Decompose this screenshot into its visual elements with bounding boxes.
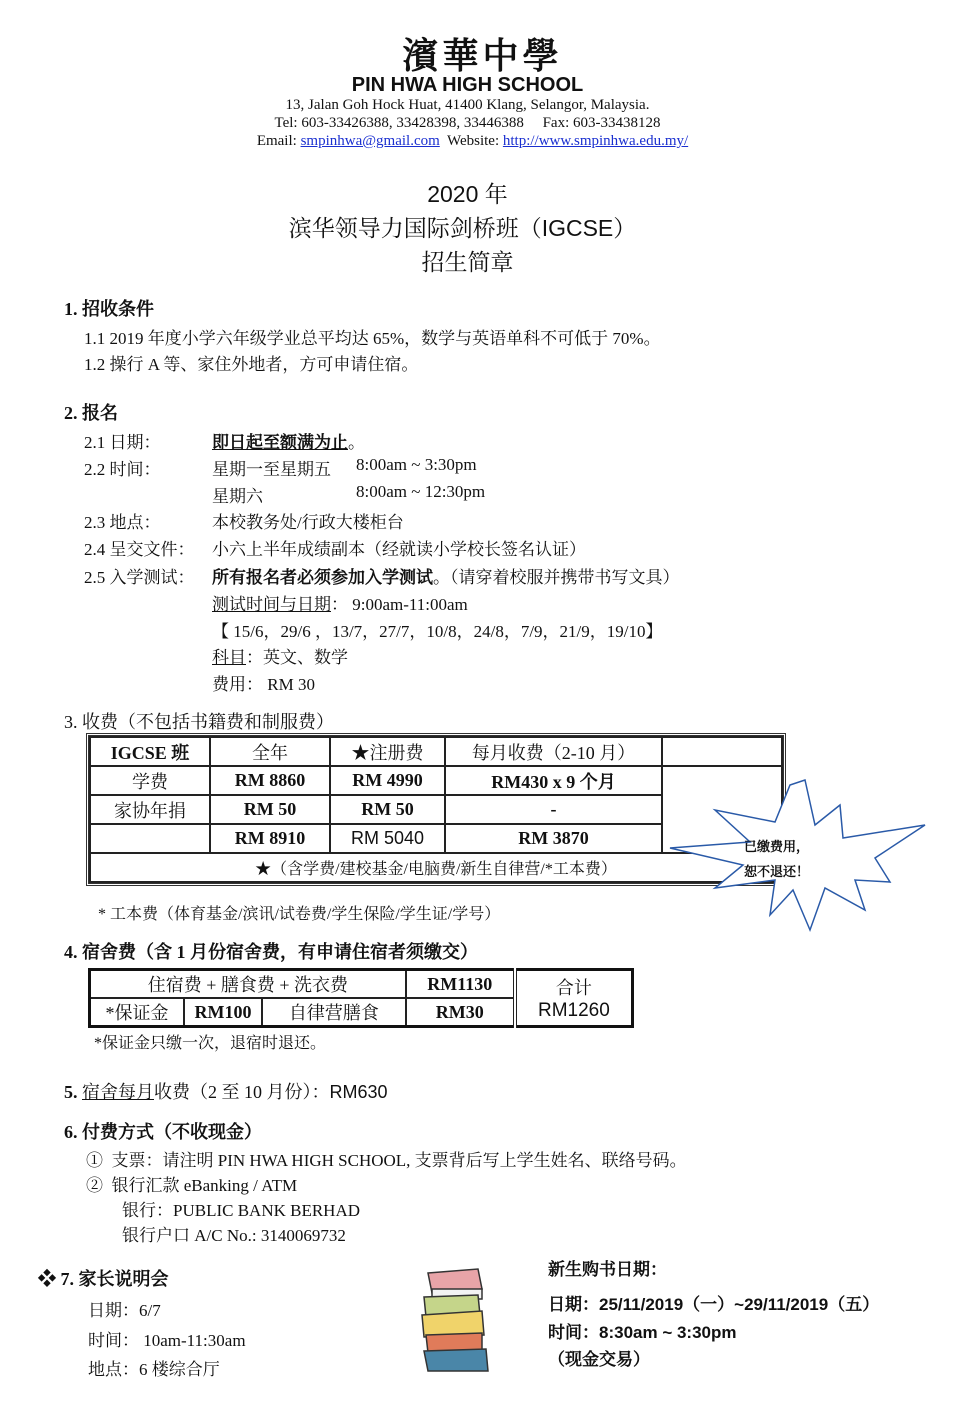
test-fee: 费用： RM 30 <box>212 675 315 694</box>
cheque-instructions: 支票：请注明 PIN HWA HIGH SCHOOL, 支票背后写上学生姓名、联络号码。 <box>111 1151 687 1170</box>
section-4-heading: 4. 宿舍费（含 1 月份宿舍费，有申请住宿者须缴交） <box>64 942 478 962</box>
cell: RM 4990 <box>330 766 445 795</box>
requirement-item: 1.2 操行 A 等、家住外地者，方可申请住宿。 <box>84 355 419 374</box>
cell: RM 8910 <box>210 824 330 853</box>
dorm-fee-amount: RM1130 <box>406 970 515 999</box>
test-note: 。（请穿着校服并携带书写文具） <box>433 568 680 587</box>
address: 13, Jalan Goh Hock Huat, 41400 Klang, Selangor, Malaysia. <box>285 97 650 113</box>
place-label: 2.3 地点： <box>84 513 161 532</box>
row-label: 学费 <box>90 766 210 795</box>
burst-text-line-2: 恕不退还！ <box>744 864 810 879</box>
test-dates: 【 15/6，29/6 ，13/7，27/7，10/8，24/8，7/9，21/9，19/10】 <box>212 622 663 641</box>
docs-label: 2.4 呈交文件： <box>84 540 195 559</box>
docs-value: 小六上半年成绩副本（经就读小学校长签名认证） <box>212 540 586 559</box>
requirement-item: 1.1 2019 年度小学六年级学业总平均达 65%，数学与英语单科不可低于 70%。 <box>84 329 661 348</box>
header-cell: IGCSE 班 <box>90 737 210 766</box>
briefing-time: 时间： 10am-11:30am <box>88 1331 246 1350</box>
section-2-heading: 2. 报名 <box>64 403 118 423</box>
bank-account: 银行户口 A/C No.: 3140069732 <box>122 1226 346 1245</box>
cell: RM 3870 <box>445 824 662 853</box>
fee-footnote: * 工本费（体育基金/滨讯/试卷费/学生保险/学生证/学号） <box>98 906 501 923</box>
test-requirement: 所有报名者必须参加入学测试 <box>212 568 433 587</box>
weekday: 星期一至星期五 <box>212 460 331 479</box>
book-purchase-heading: 新生购书日期： <box>548 1260 667 1279</box>
date-value: 即日起至额满为止 <box>212 433 348 452</box>
book-purchase-date: 日期：25/11/2019（一）~29/11/2019（五） <box>548 1295 880 1314</box>
briefing-place: 地点：6 楼综合厅 <box>88 1360 220 1379</box>
cell: - <box>445 795 662 824</box>
contact-line <box>0 133 945 150</box>
section-5-number: 5. <box>64 1082 78 1102</box>
cell: RM 50 <box>330 795 445 824</box>
starburst-shape <box>670 780 925 930</box>
cell: RM 8860 <box>210 766 330 795</box>
cell: RM430 x 9 个月 <box>445 766 662 795</box>
program-title: 滨华领导力国际剑桥班（IGCSE） <box>288 215 637 241</box>
cash-note: （现金交易） <box>548 1350 650 1369</box>
saturday-time: 8:00am ~ 12:30pm <box>356 482 486 501</box>
dorm-fee-label: 住宿费 + 膳食费 + 洗衣费 <box>90 970 406 999</box>
section-1-heading: 1. 招收条件 <box>64 299 154 319</box>
subjects: ：英文、数学 <box>246 648 348 667</box>
table-row <box>90 970 633 999</box>
website-link[interactable]: http://www.smpinhwa.edu.my/ <box>502 133 689 149</box>
table-header-row <box>90 737 782 766</box>
school-logo-chinese: 濱華中學 <box>402 36 563 76</box>
total-label: 合计 <box>555 978 592 998</box>
section-7-heading: ❖ 7. 家长说明会 <box>38 1269 169 1289</box>
row-label: 家协年捐 <box>90 795 210 824</box>
header-cell: ★注册费 <box>330 737 445 766</box>
date-label: 2.1 日期： <box>84 433 161 452</box>
total-cell <box>515 970 633 1027</box>
payment-method <box>86 1171 297 1196</box>
deposit-label: *保证金 <box>90 998 185 1027</box>
registration-fee-note: ★（含学费/建校基金/电脑费/新生自律营/*工本费） <box>90 853 782 882</box>
deposit-note: *保证金只缴一次，退宿时退还。 <box>94 1035 327 1052</box>
starburst-callout <box>665 770 935 940</box>
test-time-label: 测试时间与日期 <box>212 595 331 614</box>
header-cell: 全年 <box>210 737 330 766</box>
time-label: 2.2 时间： <box>84 460 161 479</box>
book-purchase-time: 时间：8:30am ~ 3:30pm <box>548 1323 737 1342</box>
cell: RM 50 <box>210 795 330 824</box>
dorm-fee-table <box>88 968 634 1028</box>
monthly-dorm-fee: RM630 <box>329 1082 388 1102</box>
payment-method <box>86 1146 687 1171</box>
section-5-rest: 收费（2 至 10 月份）： <box>154 1082 330 1102</box>
camp-meal-amount: RM30 <box>406 998 515 1027</box>
camp-meal-label: 自律营膳食 <box>262 998 406 1027</box>
bank-name: 银行：PUBLIC BANK BERHAD <box>122 1201 361 1220</box>
section-3-heading: 3. 收费（不包括书籍费和制服费） <box>64 712 334 732</box>
place-value: 本校教务处/行政大楼柜台 <box>212 513 404 532</box>
school-name: PIN HWA HIGH SCHOOL <box>351 74 584 96</box>
year-title: 2020 年 <box>427 181 508 207</box>
phone-fax: Tel: 603-33426388, 33428398, 33446388 Fax: 603-33438128 <box>274 115 661 131</box>
section-6-heading: 6. 付费方式（不收现金） <box>64 1122 262 1142</box>
section-5-label: 宿舍每月 <box>82 1082 154 1102</box>
email-label: Email: <box>256 133 297 149</box>
number-badge: ① <box>86 1151 103 1170</box>
subject-label: 科目 <box>212 648 246 667</box>
books-stack-icon <box>418 1265 538 1375</box>
weekday-time: 8:00am ~ 3:30pm <box>356 455 477 474</box>
test-label: 2.5 入学测试： <box>84 568 195 587</box>
row-label <box>90 824 210 853</box>
test-time: ： 9:00am-11:00am <box>331 595 468 614</box>
total-amount: RM1260 <box>537 1000 610 1021</box>
email-link[interactable]: smpinhwa@gmail.com <box>300 133 440 149</box>
bank-transfer: 银行汇款 eBanking / ATM <box>111 1176 298 1195</box>
header-cell: 每月收费（2-10 月） <box>445 737 662 766</box>
burst-text-line-1: 已缴费用， <box>744 839 810 854</box>
briefing-date: 日期：6/7 <box>88 1301 161 1320</box>
date-tail: 。 <box>348 433 365 452</box>
subtitle: 招生简章 <box>421 249 514 275</box>
saturday: 星期六 <box>212 487 263 506</box>
website-label: Website: <box>447 133 500 149</box>
number-badge: ② <box>86 1176 103 1195</box>
deposit-amount: RM100 <box>184 998 262 1027</box>
header-cell <box>662 737 782 766</box>
cell: RM 5040 <box>330 824 445 853</box>
